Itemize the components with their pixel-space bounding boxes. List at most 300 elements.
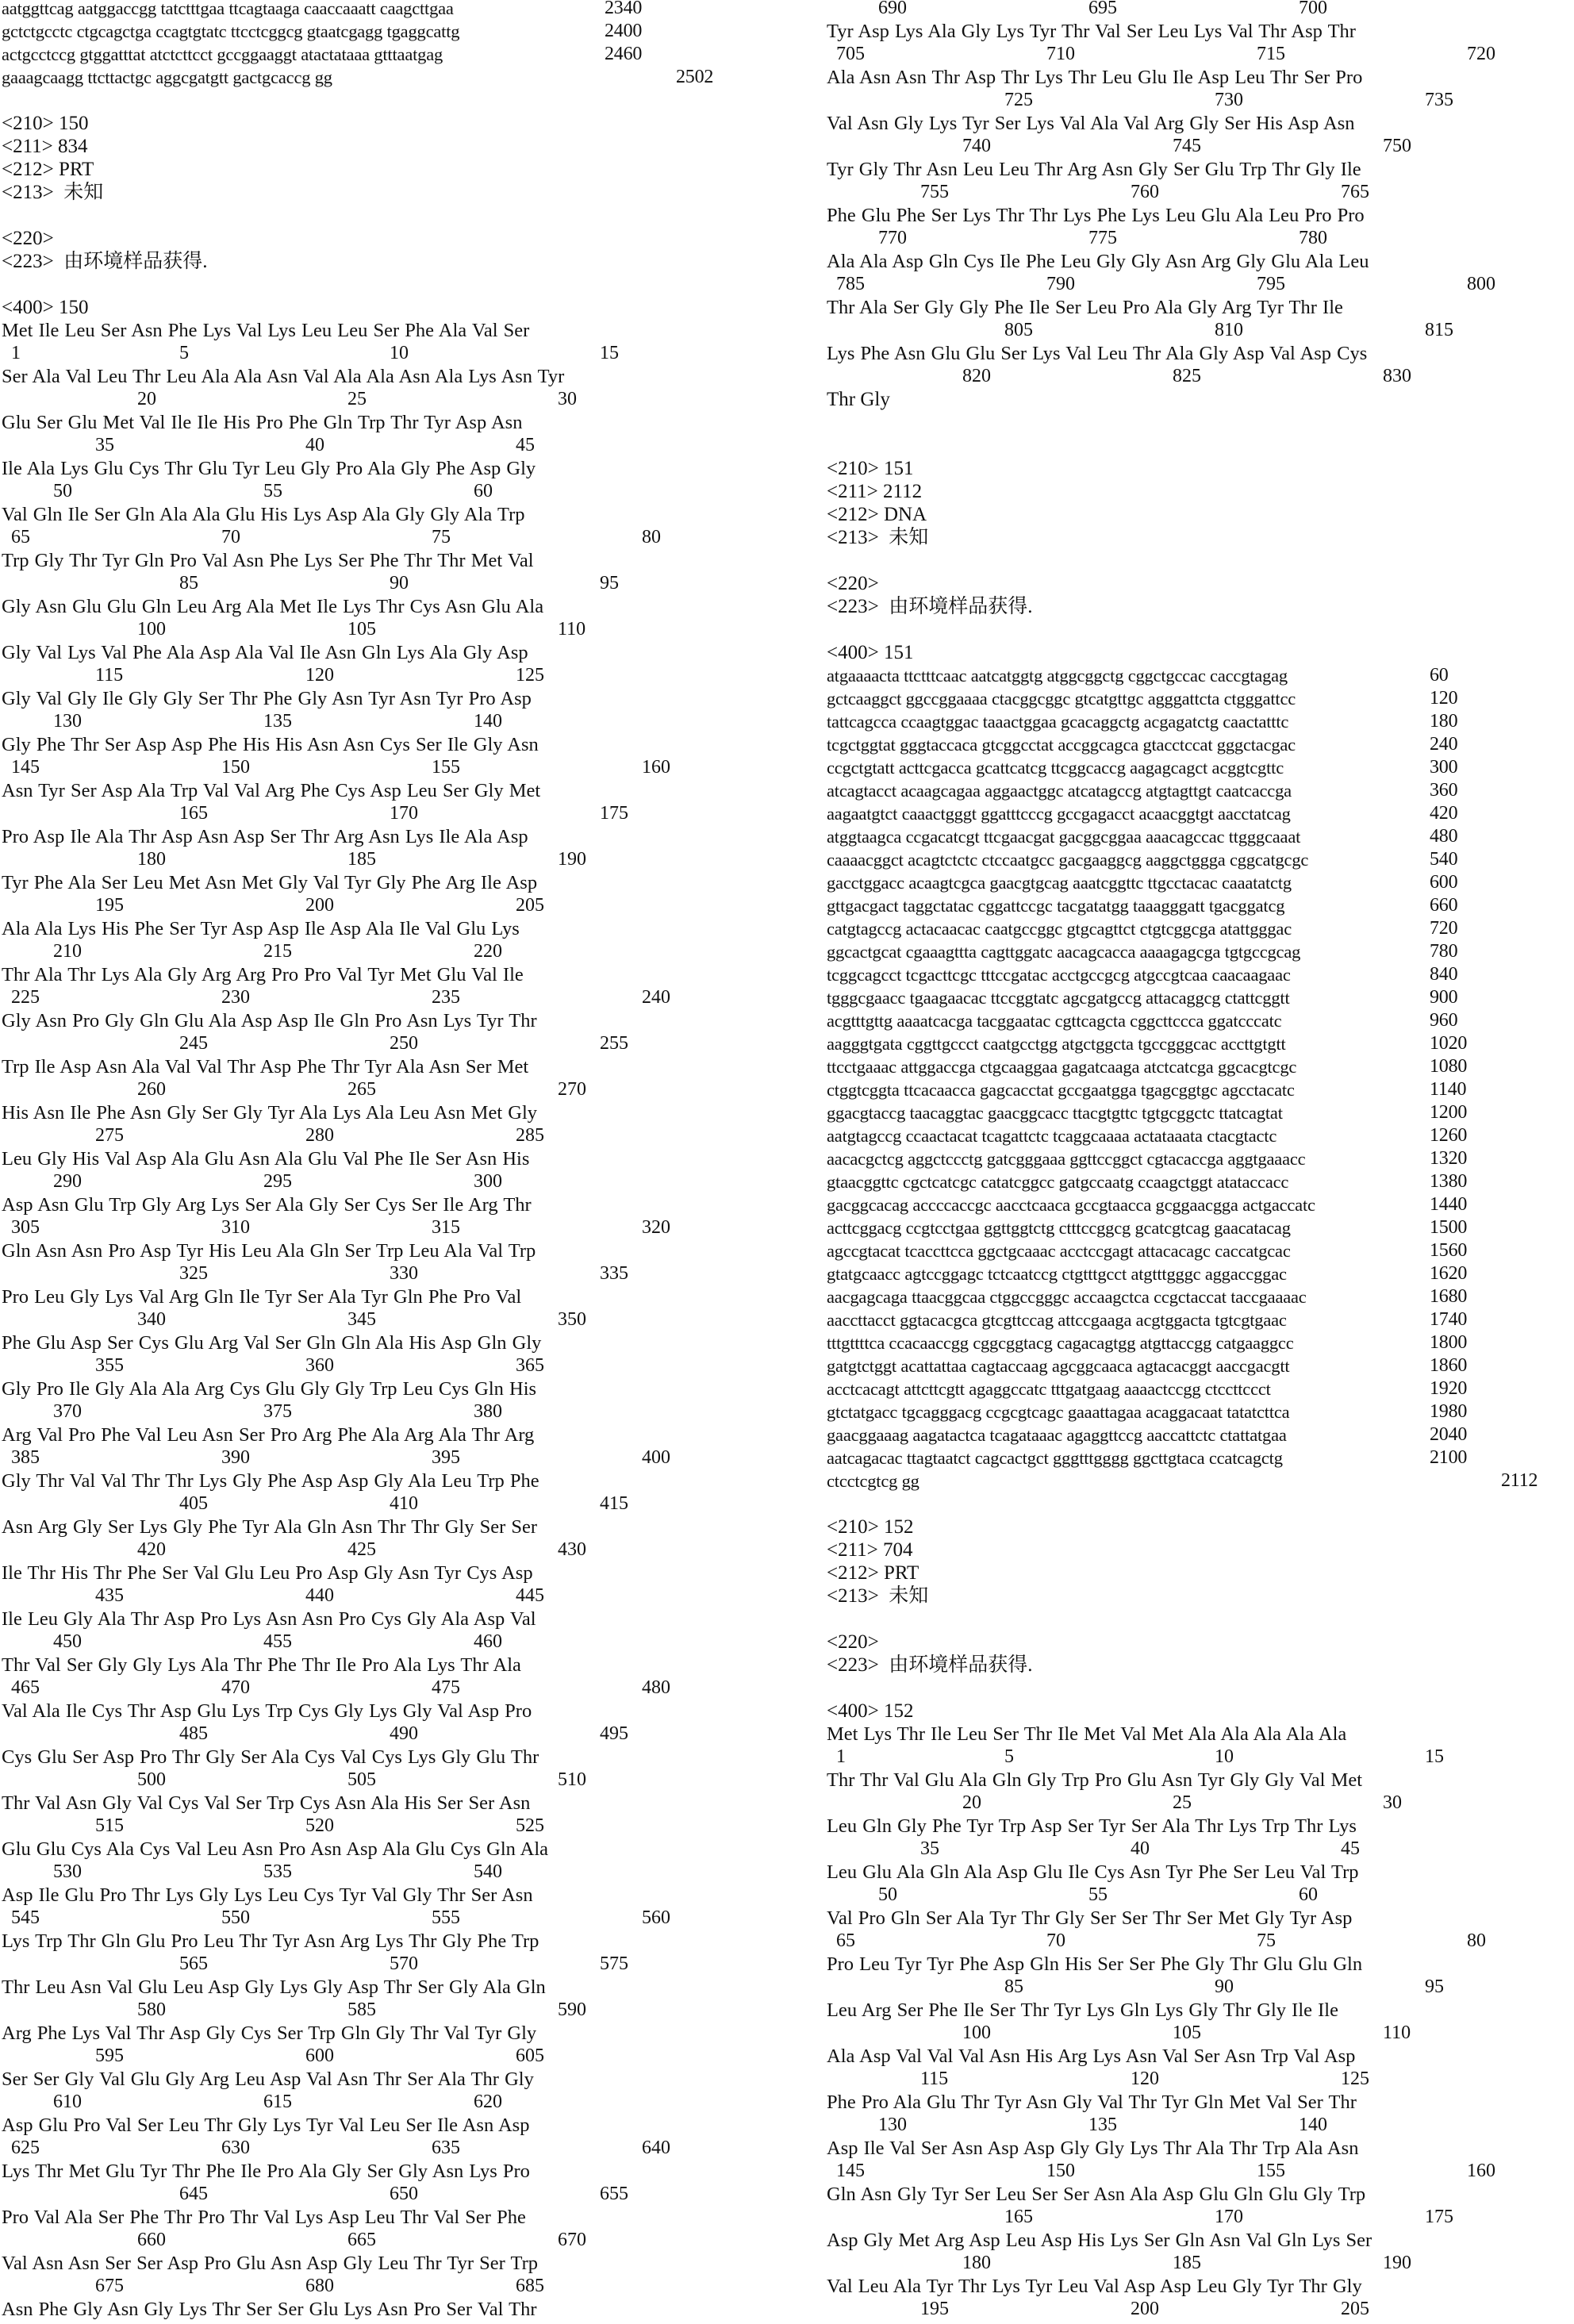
sequence-row: Asn Phe Gly Asn Gly Lys Thr Ser Ser Glu Lys Asn Pro Ser Val Thr	[2, 2298, 795, 2321]
residue-number: 540	[474, 1861, 502, 1884]
residue-number: 760	[1131, 181, 1159, 204]
dna-sequence-row	[827, 1239, 1574, 1262]
residue-number: 490	[390, 1723, 418, 1746]
residue-number: 250	[390, 1032, 418, 1055]
dna-bases: aacgagcaga ttaacggcaa ctggccgggc accaagctca ccgctaccat taccgaaaac	[827, 1287, 1307, 1307]
base-count: 1440	[1430, 1193, 1467, 1216]
listing-field: <400> 150	[2, 296, 795, 319]
base-count: 1140	[1430, 1078, 1466, 1101]
listing-field: <223> 由环境样品获得.	[827, 595, 1574, 618]
dna-sequence-row	[827, 1262, 1574, 1285]
residue-number: 390	[221, 1446, 250, 1469]
dna-sequence-row	[827, 917, 1574, 940]
sequence-row: Tyr Phe Ala Ser Leu Met Asn Met Gly Val Tyr Gly Phe Arg Ile Asp	[2, 871, 795, 894]
residue-number: 320	[642, 1216, 670, 1239]
residue-number-line	[2, 1216, 795, 1239]
residue-number: 810	[1215, 319, 1243, 342]
residue-number: 30	[558, 388, 577, 411]
dna-bases: atggtaagca ccgacatcgt ttcgaacgat gacggcggaa aaacagccac ttgggcaaat	[827, 827, 1300, 847]
residue-number-line	[827, 1930, 1574, 1953]
dna-bases: caaaacggct acagtctctc ctccaatgcc gacgaaggcg aaggctggga cggcatgcgc	[827, 850, 1308, 870]
blank-line	[827, 434, 1574, 457]
sequence-row: Val Asn Gly Lys Tyr Ser Lys Val Ala Val Arg Gly Ser His Asp Asn	[827, 112, 1574, 135]
residue-number: 645	[179, 2183, 208, 2206]
residue-number-line	[2, 1999, 795, 2022]
residue-number-line	[827, 89, 1574, 112]
listing-field: <212> PRT	[827, 1561, 1574, 1585]
dna-sequence-row	[827, 963, 1574, 986]
residue-number: 385	[11, 1446, 40, 1469]
dna-bases: gaacggaaag aagatactca tcagataaac agaggttccg aaccattctc ctattatgaa	[827, 1425, 1287, 1445]
residue-number: 635	[432, 2137, 460, 2160]
residue-number: 435	[95, 1585, 124, 1608]
dna-bases: aatgtagccg ccaactacat tcagattctc tcaggcaaaa actataaata ctacgtactc	[827, 1126, 1276, 1146]
blank-line	[827, 549, 1574, 572]
sequence-row: Ile Ala Lys Glu Cys Thr Glu Tyr Leu Gly Pro Ala Gly Phe Asp Gly	[2, 457, 795, 480]
residue-number: 485	[179, 1723, 208, 1746]
sequence-row: Gly Asn Pro Gly Gln Glu Ala Asp Asp Ile Gln Pro Asn Lys Tyr Thr	[2, 1009, 795, 1032]
dna-bases: gatgtctggt acattattaa cagtaccaag agcggcaaca agtacacggt aaccgacgtt	[827, 1356, 1289, 1376]
listing-field: <220>	[827, 572, 1574, 595]
base-count: 1500	[1430, 1216, 1467, 1239]
residue-number-line	[2, 2229, 795, 2252]
dna-sequence-row	[827, 1147, 1574, 1170]
residue-number: 65	[11, 526, 30, 549]
blank-line	[2, 273, 795, 296]
dna-bases: gctctgcctc ctgcagctga ccagtgtatc ttcctcggcg gtaatcgagg tgaggcattg	[2, 21, 459, 41]
residue-number: 40	[1131, 1838, 1150, 1861]
residue-number: 210	[53, 940, 82, 963]
residue-number-line	[2, 1907, 795, 1930]
residue-number: 410	[390, 1492, 418, 1515]
residue-number-line	[827, 365, 1574, 388]
residue-number: 170	[390, 802, 418, 825]
residue-number-line	[2, 1677, 795, 1700]
residue-number-line	[2, 342, 795, 365]
dna-sequence-row	[827, 1446, 1574, 1469]
residue-number: 175	[1425, 2206, 1453, 2229]
residue-number: 170	[1215, 2206, 1243, 2229]
sequence-row: Met Ile Leu Ser Asn Phe Lys Val Lys Leu Leu Ser Phe Ala Val Ser	[2, 319, 795, 342]
residue-number: 150	[221, 756, 250, 779]
residue-number: 35	[920, 1838, 939, 1861]
dna-bases: catgtagccg actacaacac caatgccggc gtgcagttct ctgtcggcga atattgggac	[827, 919, 1292, 939]
listing-field: <213> 未知	[827, 1585, 1574, 1608]
residue-number: 95	[600, 572, 619, 595]
residue-number-line	[827, 1746, 1574, 1769]
residue-number: 120	[1131, 2068, 1159, 2091]
residue-number: 1	[11, 342, 21, 365]
residue-number: 550	[221, 1907, 250, 1930]
residue-number: 195	[920, 2298, 949, 2321]
base-count: 1380	[1430, 1170, 1467, 1193]
residue-number: 640	[642, 2137, 670, 2160]
residue-number: 510	[558, 1769, 586, 1792]
residue-number: 90	[390, 572, 409, 595]
residue-number: 360	[305, 1354, 334, 1377]
residue-number: 160	[1467, 2160, 1495, 2183]
dna-bases: gaaagcaagg ttcttactgc aggcgatgtt gactgcaccg gg	[2, 67, 332, 87]
base-count: 2460	[605, 43, 642, 66]
dna-sequence-row	[827, 1078, 1574, 1101]
dna-sequence-row	[827, 1009, 1574, 1032]
residue-number: 5	[1004, 1746, 1014, 1769]
residue-number-line	[2, 2137, 795, 2160]
base-count: 1620	[1430, 1262, 1467, 1285]
dna-sequence-row	[827, 1285, 1574, 1308]
residue-number: 50	[53, 480, 72, 503]
dna-sequence-row	[2, 20, 795, 43]
residue-number: 155	[1257, 2160, 1285, 2183]
residue-number: 45	[516, 434, 535, 457]
sequence-row: Gln Asn Asn Pro Asp Tyr His Leu Ala Gln Ser Trp Leu Ala Val Trp	[2, 1239, 795, 1262]
residue-number: 560	[642, 1907, 670, 1930]
residue-number-line	[2, 1308, 795, 1331]
residue-number: 40	[305, 434, 324, 457]
residue-number: 555	[432, 1907, 460, 1930]
residue-number: 660	[137, 2229, 166, 2252]
listing-field: <210> 150	[2, 112, 795, 135]
dna-bases: aatggttcag aatggaccgg tatctttgaa ttcagtaaga caaccaaatt caagcttgaa	[2, 0, 454, 18]
residue-number: 30	[1383, 1792, 1402, 1815]
residue-number-line	[2, 1492, 795, 1515]
residue-number: 70	[1046, 1930, 1065, 1953]
sequence-row: Gly Phe Thr Ser Asp Asp Phe His His Asn Asn Cys Ser Ile Gly Asn	[2, 733, 795, 756]
residue-number: 75	[1257, 1930, 1276, 1953]
residue-number-line	[2, 894, 795, 917]
base-count: 840	[1430, 963, 1457, 986]
residue-number: 655	[600, 2183, 628, 2206]
dna-sequence-row	[827, 710, 1574, 733]
residue-number-line	[2, 1400, 795, 1423]
listing-field: <212> PRT	[2, 158, 795, 181]
base-count: 180	[1430, 710, 1457, 733]
sequence-row: Asp Asn Glu Trp Gly Arg Lys Ser Ala Gly Ser Cys Ser Ile Arg Thr	[2, 1193, 795, 1216]
blank-line	[2, 89, 795, 112]
residue-number-line	[2, 664, 795, 687]
residue-number: 795	[1257, 273, 1285, 296]
dna-sequence-row	[2, 0, 795, 20]
dna-bases: gtatgcaacc agtccggagc tctcaatccg ctgtttgcct atgtttgggc aggaccggac	[827, 1264, 1287, 1284]
residue-number: 725	[1004, 89, 1033, 112]
base-count: 60	[1430, 664, 1449, 687]
residue-number: 415	[600, 1492, 628, 1515]
listing-field: <223> 由环境样品获得.	[2, 250, 795, 273]
residue-number-line	[827, 1976, 1574, 1999]
residue-number-line	[2, 526, 795, 549]
residue-number: 80	[642, 526, 661, 549]
residue-number: 755	[920, 181, 949, 204]
residue-number: 245	[179, 1032, 208, 1055]
residue-number: 110	[1383, 2022, 1411, 2045]
residue-number: 315	[432, 1216, 460, 1239]
residue-number-line	[2, 848, 795, 871]
listing-field: <210> 151	[827, 457, 1574, 480]
dna-sequence-row	[827, 986, 1574, 1009]
residue-number-line	[2, 756, 795, 779]
dna-sequence-row	[827, 1216, 1574, 1239]
residue-number: 260	[137, 1078, 166, 1101]
listing-field: <220>	[827, 1631, 1574, 1654]
residue-number: 665	[347, 2229, 376, 2252]
residue-number-line	[2, 1953, 795, 1976]
dna-sequence-row	[827, 871, 1574, 894]
sequence-row: Trp Ile Asp Asn Ala Val Val Thr Asp Phe Thr Tyr Ala Asn Ser Met	[2, 1055, 795, 1078]
residue-number-line	[827, 135, 1574, 158]
sequence-row: Ile Leu Gly Ala Thr Asp Pro Lys Asn Asn Pro Cys Gly Ala Asp Val	[2, 1608, 795, 1631]
dna-sequence-row	[827, 1032, 1574, 1055]
dna-sequence-row	[827, 1055, 1574, 1078]
residue-number-line	[2, 2275, 795, 2298]
residue-number-line	[827, 1792, 1574, 1815]
residue-number-line	[2, 1631, 795, 1654]
dna-bases: atgaaaacta ttctttcaac aatcatggtg atggcggctg cggctgccac caccgtagag	[827, 666, 1288, 686]
listing-field: <400> 152	[827, 1700, 1574, 1723]
sequence-row: Asp Ile Val Ser Asn Asp Asp Gly Gly Lys Thr Ala Thr Trp Ala Asn	[827, 2137, 1574, 2160]
residue-number: 255	[600, 1032, 628, 1055]
residue-number: 200	[305, 894, 334, 917]
residue-number: 705	[836, 43, 865, 66]
residue-number-line	[827, 273, 1574, 296]
listing-field: <211> 834	[2, 135, 795, 158]
sequence-row: Ala Asp Val Val Val Asn His Arg Lys Asn Val Ser Asn Trp Val Asp	[827, 2045, 1574, 2068]
sequence-row: Thr Ala Ser Gly Gly Phe Ile Ser Leu Pro Ala Gly Arg Tyr Thr Ile	[827, 296, 1574, 319]
residue-number: 405	[179, 1492, 208, 1515]
residue-number: 15	[600, 342, 619, 365]
residue-number: 205	[516, 894, 544, 917]
dna-sequence-row	[827, 756, 1574, 779]
listing-field: <211> 704	[827, 1538, 1574, 1561]
residue-number: 265	[347, 1078, 376, 1101]
dna-bases: ccgctgtatt acttcgacca gcattcatcg ttcggcaccg aagagcagct acggtcgttc	[827, 758, 1284, 778]
residue-number: 160	[642, 756, 670, 779]
residue-number-line	[827, 2206, 1574, 2229]
residue-number: 215	[263, 940, 292, 963]
sequence-row: Val Pro Gln Ser Ala Tyr Thr Gly Ser Ser Thr Ser Met Gly Tyr Asp	[827, 1907, 1574, 1930]
residue-number: 5	[179, 342, 189, 365]
base-count: 1980	[1430, 1400, 1467, 1423]
residue-number: 200	[1131, 2298, 1159, 2321]
dna-sequence-row	[827, 779, 1574, 802]
residue-number: 695	[1088, 0, 1117, 20]
dna-bases: tgggcgaacc tgaagaacac ttccggtatc agcgatgccg attacaggcg ctattcggtt	[827, 988, 1290, 1008]
residue-number: 785	[836, 273, 865, 296]
residue-number: 600	[305, 2045, 334, 2068]
base-count: 540	[1430, 848, 1457, 871]
dna-bases: gacctggacc acaagtcgca gaacgtgcag aaatcggttc ttgcctacac caaatatctg	[827, 873, 1292, 893]
sequence-row: Gly Val Gly Ile Gly Gly Ser Thr Phe Gly Asn Tyr Asn Tyr Pro Asp	[2, 687, 795, 710]
residue-number: 325	[179, 1262, 208, 1285]
residue-number: 1	[836, 1746, 846, 1769]
dna-bases: tcgctggtat gggtaccaca gtcggcctat accggcagca gtacctccat gggctacgac	[827, 735, 1296, 755]
base-count: 1320	[1430, 1147, 1467, 1170]
residue-number: 15	[1425, 1746, 1444, 1769]
residue-number: 825	[1173, 365, 1201, 388]
residue-number-line	[2, 940, 795, 963]
residue-number: 235	[432, 986, 460, 1009]
residue-number: 190	[558, 848, 586, 871]
residue-number-line	[2, 1170, 795, 1193]
listing-field: <211> 2112	[827, 480, 1574, 503]
residue-number: 10	[1215, 1746, 1234, 1769]
residue-number-line	[827, 2114, 1574, 2137]
residue-number: 165	[179, 802, 208, 825]
residue-number: 185	[347, 848, 376, 871]
residue-number: 720	[1467, 43, 1495, 66]
residue-number: 650	[390, 2183, 418, 2206]
dna-sequence-row	[827, 848, 1574, 871]
residue-number: 505	[347, 1769, 376, 1792]
residue-number: 60	[1299, 1884, 1318, 1907]
residue-number: 195	[95, 894, 124, 917]
dna-bases: acctcacagt attcttcgtt agaggccatc tttgatgaag aaaactccgg ctccttccct	[827, 1379, 1271, 1399]
listing-field: Thr Gly	[827, 388, 1574, 411]
residue-number: 670	[558, 2229, 586, 2252]
residue-number: 90	[1215, 1976, 1234, 1999]
sequence-row: Glu Ser Glu Met Val Ile Ile His Pro Phe Gln Trp Thr Tyr Asp Asn	[2, 411, 795, 434]
residue-number: 100	[962, 2022, 991, 2045]
residue-number: 335	[600, 1262, 628, 1285]
sequence-row: Thr Leu Asn Val Glu Leu Asp Gly Lys Gly Asp Thr Ser Gly Ala Gln	[2, 1976, 795, 1999]
residue-number: 605	[516, 2045, 544, 2068]
sequence-row: Phe Glu Asp Ser Cys Glu Arg Val Ser Gln Gln Ala His Asp Gln Gly	[2, 1331, 795, 1354]
residue-number: 450	[53, 1631, 82, 1654]
residue-number-line	[827, 1884, 1574, 1907]
base-count: 1680	[1430, 1285, 1467, 1308]
dna-bases: gtaacggttc cgctcatcgc catatcggcc gatgccaatg ccaagctggt atataccacc	[827, 1172, 1288, 1192]
dna-bases: gttgacgact taggctatac cggattccgc tacgatatgg taaagggatt tgacggatcg	[827, 896, 1284, 916]
sequence-row: Ala Asn Asn Thr Asp Thr Lys Thr Leu Glu Ile Asp Leu Thr Ser Pro	[827, 66, 1574, 89]
residue-number: 25	[347, 388, 367, 411]
base-count: 1020	[1430, 1032, 1467, 1055]
base-count: 1560	[1430, 1239, 1467, 1262]
residue-number: 95	[1425, 1976, 1444, 1999]
residue-number: 440	[305, 1585, 334, 1608]
residue-number: 530	[53, 1861, 82, 1884]
sequence-row: Asn Arg Gly Ser Lys Gly Phe Tyr Ala Gln Asn Thr Thr Gly Ser Ser	[2, 1515, 795, 1538]
sequence-row: Thr Val Ser Gly Gly Lys Ala Thr Phe Thr Ile Pro Ala Lys Thr Ala	[2, 1654, 795, 1677]
residue-number: 580	[137, 1999, 166, 2022]
base-count: 780	[1430, 940, 1457, 963]
base-count: 300	[1430, 756, 1457, 779]
residue-number-line	[2, 618, 795, 641]
residue-number: 745	[1173, 135, 1201, 158]
dna-bases: tcggcagcct tcgacttcgc tttccgatac acctgccgcg atgccgtcaa caacaagaac	[827, 965, 1291, 985]
residue-number-line	[2, 1032, 795, 1055]
sequence-row: Gly Asn Glu Glu Gln Leu Arg Ala Met Ile Lys Thr Cys Asn Glu Ala	[2, 595, 795, 618]
listing-field: <212> DNA	[827, 503, 1574, 526]
residue-number: 145	[836, 2160, 865, 2183]
dna-sequence-row	[827, 1124, 1574, 1147]
base-count: 900	[1430, 986, 1457, 1009]
residue-number: 60	[474, 480, 493, 503]
dna-bases: aacacgctcg aggctccctg gatcgggaaa ggttccggct cgtacaccga aggtgaaacc	[827, 1149, 1305, 1169]
base-count: 240	[1430, 733, 1457, 756]
dna-bases: aatcagacac ttagtaatct cagcactgct gggtttgggg ggcttgtaca ccatcagctg	[827, 1448, 1283, 1468]
sequence-row: Gly Thr Val Val Thr Thr Lys Gly Phe Asp Asp Gly Ala Leu Trp Phe	[2, 1469, 795, 1492]
base-count: 2400	[605, 20, 642, 43]
residue-number-line	[827, 1838, 1574, 1861]
base-count: 2502	[676, 66, 713, 89]
residue-number: 520	[305, 1815, 334, 1838]
residue-number: 685	[516, 2275, 544, 2298]
residue-number: 370	[53, 1400, 82, 1423]
sequence-row: Ile Thr His Thr Phe Ser Val Glu Leu Pro Asp Gly Asn Tyr Cys Asp	[2, 1561, 795, 1585]
residue-number: 780	[1299, 227, 1327, 250]
listing-field: <400> 151	[827, 641, 1574, 664]
residue-number: 565	[179, 1953, 208, 1976]
residue-number-line	[2, 1861, 795, 1884]
residue-number: 820	[962, 365, 991, 388]
sequence-row: Asn Tyr Ser Asp Ala Trp Val Val Arg Phe Cys Asp Leu Ser Gly Met	[2, 779, 795, 802]
residue-number: 700	[1299, 0, 1327, 20]
sequence-row: Pro Asp Ile Ala Thr Asp Asn Asp Ser Thr Arg Asn Lys Ile Ala Asp	[2, 825, 795, 848]
base-count: 1800	[1430, 1331, 1467, 1354]
dna-sequence-row	[2, 66, 795, 89]
sequence-row: Phe Glu Phe Ser Lys Thr Thr Lys Phe Lys Leu Glu Ala Leu Pro Pro	[827, 204, 1574, 227]
dna-sequence-row	[827, 1469, 1574, 1492]
residue-number: 120	[305, 664, 334, 687]
residue-number-line	[2, 1078, 795, 1101]
residue-number: 205	[1341, 2298, 1369, 2321]
residue-number: 400	[642, 1446, 670, 1469]
residue-number: 125	[516, 664, 544, 687]
dna-bases: ggcactgcat cgaaagttta cagttggatc aacagcacca aaaagagcga tgtgccgcag	[827, 942, 1300, 962]
residue-number-line	[2, 1769, 795, 1792]
blank-line	[827, 411, 1574, 434]
dna-bases: ctcctcgtcg gg	[827, 1471, 919, 1491]
base-count: 2040	[1430, 1423, 1467, 1446]
residue-number-line	[827, 43, 1574, 66]
sequence-row: Tyr Gly Thr Asn Leu Leu Thr Arg Asn Gly Ser Glu Trp Thr Gly Ile	[827, 158, 1574, 181]
blank-line	[2, 204, 795, 227]
dna-bases: aaccttacct ggtacacgca gtcgttccag attccgaaga acgtggacta tgtcgtgaac	[827, 1310, 1287, 1330]
residue-number: 35	[95, 434, 114, 457]
listing-field: <213> 未知	[2, 181, 795, 204]
sequence-row: Ala Ala Asp Gln Cys Ile Phe Leu Gly Gly Asn Arg Gly Glu Ala Leu	[827, 250, 1574, 273]
base-count: 600	[1430, 871, 1457, 894]
sequence-row: Gln Asn Gly Tyr Ser Leu Ser Ser Asn Ala Asp Glu Gln Glu Gly Trp	[827, 2183, 1574, 2206]
residue-number: 115	[95, 664, 123, 687]
sequence-row: Pro Leu Tyr Tyr Phe Asp Gln His Ser Ser Phe Gly Thr Glu Glu Gln	[827, 1953, 1574, 1976]
sequence-row: Lys Phe Asn Glu Glu Ser Lys Val Leu Thr Ala Gly Asp Val Asp Cys	[827, 342, 1574, 365]
dna-bases: gacggcacag accccaccgc aacctcaaca gccgtaacca gcggaacgga actgaccatc	[827, 1195, 1315, 1215]
residue-number: 740	[962, 135, 991, 158]
residue-number: 420	[137, 1538, 166, 1561]
blank-line	[827, 1677, 1574, 1700]
base-count: 1740	[1430, 1308, 1467, 1331]
residue-number-line	[2, 434, 795, 457]
residue-number: 55	[1088, 1884, 1108, 1907]
base-count: 480	[1430, 825, 1457, 848]
residue-number-line	[2, 1723, 795, 1746]
base-count: 960	[1430, 1009, 1457, 1032]
residue-number-line	[2, 2183, 795, 2206]
residue-number: 615	[263, 2091, 292, 2114]
residue-number: 85	[1004, 1976, 1023, 1999]
dna-sequence-row	[827, 1331, 1574, 1354]
base-count: 1860	[1430, 1354, 1467, 1377]
base-count: 120	[1430, 687, 1457, 710]
residue-number-line	[2, 480, 795, 503]
residue-number-line	[827, 2068, 1574, 2091]
residue-number: 525	[516, 1815, 544, 1838]
residue-number: 495	[600, 1723, 628, 1746]
base-count: 360	[1430, 779, 1457, 802]
dna-sequence-row	[827, 940, 1574, 963]
residue-number: 105	[1173, 2022, 1201, 2045]
residue-number: 10	[390, 342, 409, 365]
